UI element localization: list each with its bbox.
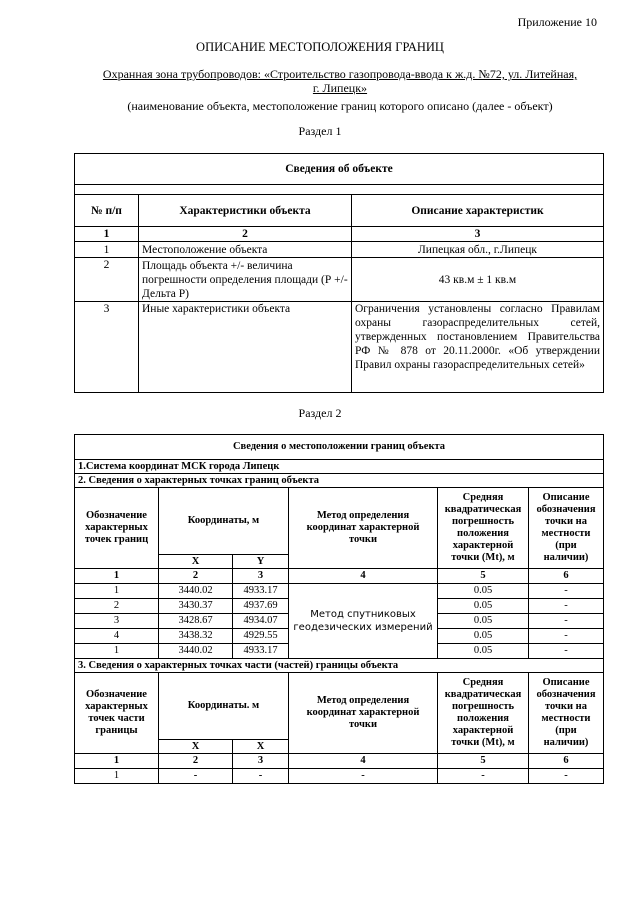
col-header-part-description: Описание обозначения точки на местности (при наличии) <box>529 673 604 754</box>
col-header-coords: Координаты, м <box>159 488 289 555</box>
index-cell: 1 <box>75 754 159 769</box>
section1-label: Раздел 1 <box>298 124 342 138</box>
col-header-char: Характеристики объекта <box>139 195 352 227</box>
coord-system: 1.Система координат МСК города Липецк <box>75 460 604 474</box>
row-number: 3 <box>75 302 139 393</box>
col-header-desc: Описание характеристик <box>352 195 604 227</box>
point-id: 2 <box>75 599 159 614</box>
row-number: 1 <box>75 242 139 258</box>
index-cell: 6 <box>529 754 604 769</box>
col-header-part-x1: X <box>159 740 233 754</box>
point-y: 4933.17 <box>233 644 289 659</box>
point-mt: 0.05 <box>438 599 529 614</box>
index-cell: 2 <box>159 754 233 769</box>
index-cell: 1 <box>75 227 139 242</box>
table-row <box>75 769 604 784</box>
part-point-desc: - <box>529 769 604 784</box>
point-mt: 0.05 <box>438 584 529 599</box>
object-note: (наименование объекта, местоположение границ которого описано (далее - объект) <box>127 99 553 113</box>
row-description: 43 кв.м ± 1 кв.м <box>352 258 604 302</box>
index-cell: 5 <box>438 754 529 769</box>
point-id: 1 <box>75 644 159 659</box>
document-title: ОПИСАНИЕ МЕСТОПОЛОЖЕНИЯ ГРАНИЦ <box>196 40 444 54</box>
col-header-num: № п/п <box>75 195 139 227</box>
point-mt: 0.05 <box>438 614 529 629</box>
index-cell: 5 <box>438 569 529 584</box>
point-desc: - <box>529 629 604 644</box>
index-cell: 3 <box>233 754 289 769</box>
part-point-y: - <box>233 769 289 784</box>
col-header-y: Y <box>233 555 289 569</box>
point-x: 3438.32 <box>159 629 233 644</box>
point-x: 3440.02 <box>159 584 233 599</box>
row-description: Ограничения установлены согласно Правилам охраны газораспределительных сетей, утвержденных постановлением Правительства РФ № 878 от 20.11.2000г. «Об утверждении Правил охраны газораспределительных сетей» <box>352 302 604 393</box>
method-cell: Метод спутниковых геодезических измерений <box>289 584 438 659</box>
point-y: 4937.69 <box>233 599 289 614</box>
part-point-method: - <box>289 769 438 784</box>
object-name-line2: г. Липецк» <box>312 81 368 95</box>
object-name <box>70 67 610 95</box>
row-characteristic: Иные характеристики объекта <box>139 302 352 393</box>
point-x: 3430.37 <box>159 599 233 614</box>
boundary-table-title: Сведения о местоположении границ объекта <box>75 435 604 460</box>
table-row <box>75 242 604 258</box>
table-row <box>75 302 604 393</box>
index-cell: 2 <box>159 569 233 584</box>
col-header-part-method: Метод определения координат характерной точки <box>289 673 438 754</box>
col-header-part-error: Средняя квадратическая погрешность положения характерной точки (Mt), м <box>438 673 529 754</box>
row-description: Липецкая обл., г.Липецк <box>352 242 604 258</box>
point-desc: - <box>529 614 604 629</box>
index-cell: 2 <box>139 227 352 242</box>
point-desc: - <box>529 599 604 614</box>
row-number: 2 <box>75 258 139 302</box>
col-header-method: Метод определения координат характерной точки <box>289 488 438 569</box>
col-header-part-x2: X <box>233 740 289 754</box>
index-cell: 3 <box>233 569 289 584</box>
index-cell: 4 <box>289 754 438 769</box>
col-header-part-points: Обозначение характерных точек части границы <box>75 673 159 754</box>
point-x: 3440.02 <box>159 644 233 659</box>
col-header-points: Обозначение характерных точек границ <box>75 488 159 569</box>
object-info-table <box>74 153 604 393</box>
part-point-id: 1 <box>75 769 159 784</box>
subsection-part-points: 3. Сведения о характерных точках части (частей) границы объекта <box>75 659 604 673</box>
point-id: 1 <box>75 584 159 599</box>
col-header-error: Средняя квадратическая погрешность положения характерной точки (Mt), м <box>438 488 529 569</box>
point-id: 4 <box>75 629 159 644</box>
subsection-points: 2. Сведения о характерных точках границ объекта <box>75 474 604 488</box>
point-y: 4933.17 <box>233 584 289 599</box>
object-info-title: Сведения об объекте <box>75 154 604 185</box>
point-id: 3 <box>75 614 159 629</box>
appendix-label: Приложение 10 <box>517 15 597 29</box>
part-point-mt: - <box>438 769 529 784</box>
col-header-x: X <box>159 555 233 569</box>
index-cell: 4 <box>289 569 438 584</box>
point-mt: 0.05 <box>438 629 529 644</box>
row-characteristic: Местоположение объекта <box>139 242 352 258</box>
spacer-row <box>75 185 604 195</box>
col-header-part-coords: Координаты. м <box>159 673 289 740</box>
index-cell: 1 <box>75 569 159 584</box>
point-desc: - <box>529 644 604 659</box>
table-row <box>75 584 604 599</box>
section2-label: Раздел 2 <box>298 406 342 420</box>
point-x: 3428.67 <box>159 614 233 629</box>
table-row <box>75 258 604 302</box>
point-desc: - <box>529 584 604 599</box>
object-name-line1: Охранная зона трубопроводов: «Строительство газопровода-ввода к ж.д. №72, ул. Литейная, <box>102 67 578 81</box>
point-y: 4929.55 <box>233 629 289 644</box>
point-mt: 0.05 <box>438 644 529 659</box>
index-cell: 3 <box>352 227 604 242</box>
row-characteristic: Площадь объекта +/- величина погрешности определения площади (Р +/- Дельта Р) <box>139 258 352 302</box>
boundary-table <box>74 434 604 784</box>
point-y: 4934.07 <box>233 614 289 629</box>
col-header-description: Описание обозначения точки на местности (при наличии) <box>529 488 604 569</box>
index-cell: 6 <box>529 569 604 584</box>
part-point-x: - <box>159 769 233 784</box>
